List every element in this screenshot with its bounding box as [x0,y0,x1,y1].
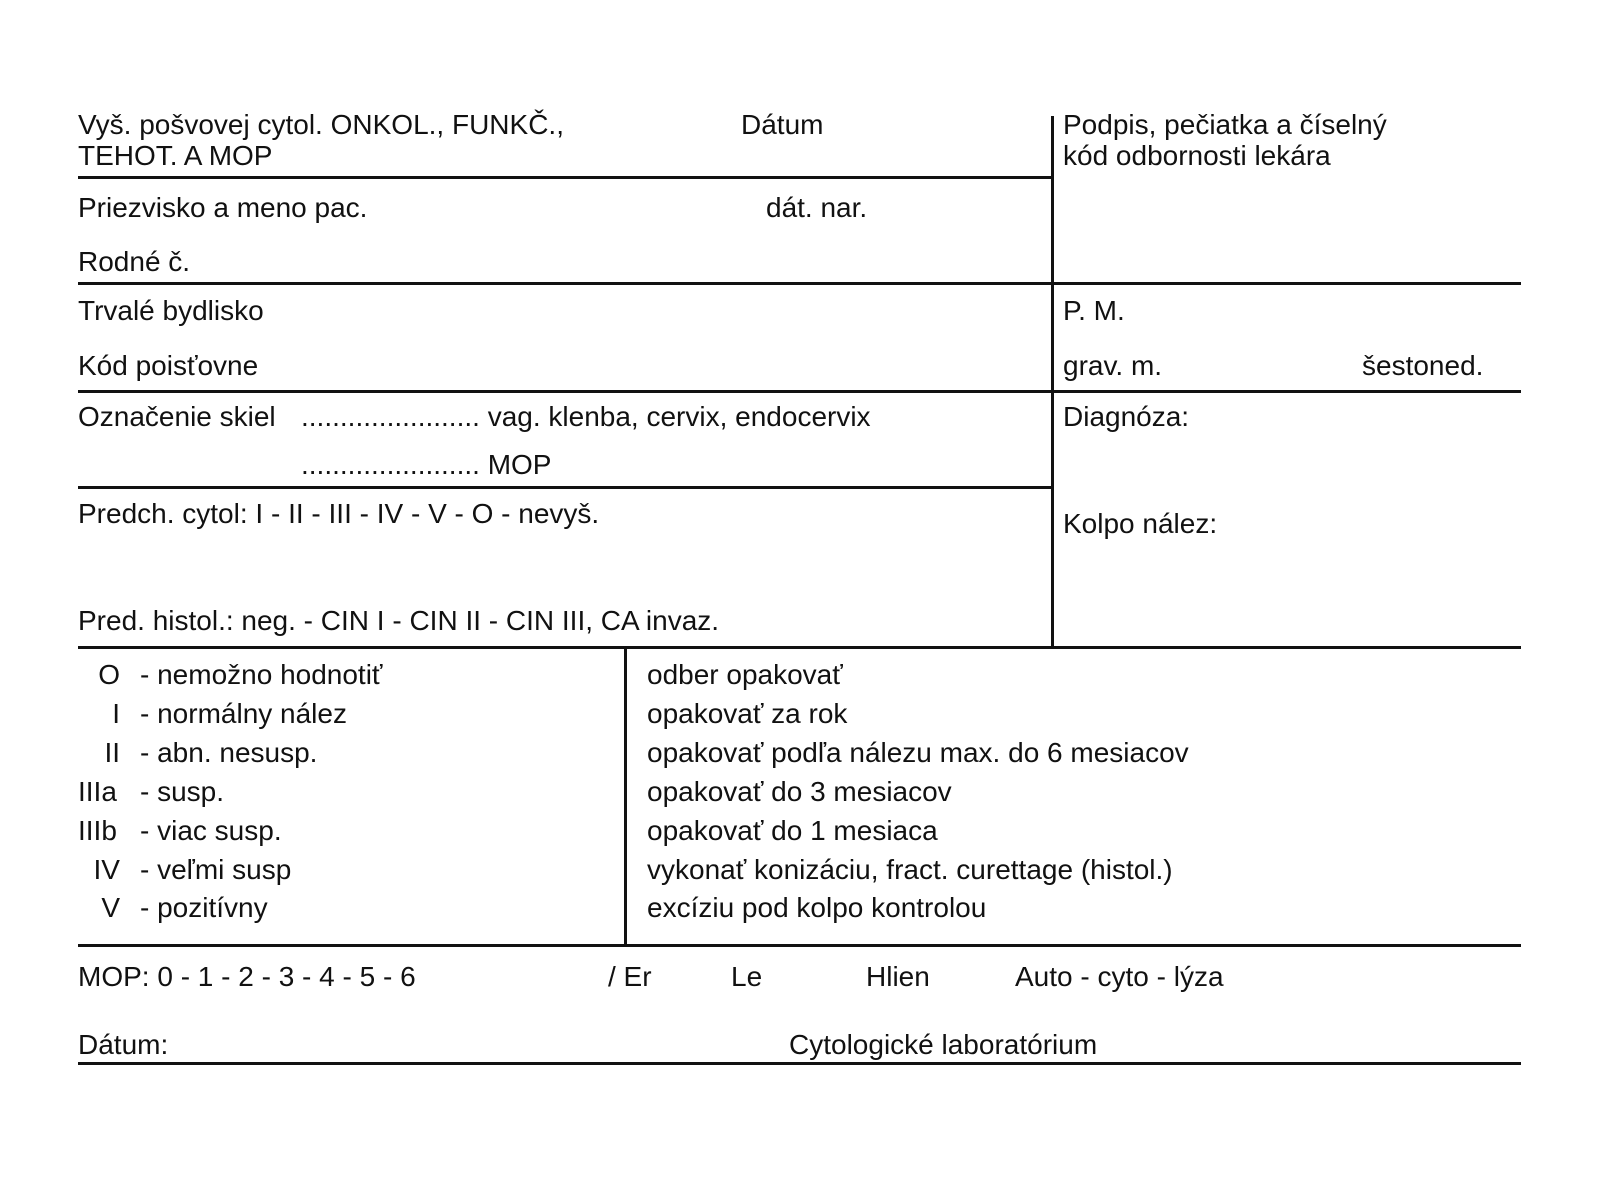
mop-scale: MOP: 0 - 1 - 2 - 3 - 4 - 5 - 6 [78,961,416,992]
rule-under-classification [78,944,1521,947]
date-label: Dátum [741,109,824,140]
class-action: opakovať podľa nálezu max. do 6 mesiacov [647,737,1189,768]
rule-under-slides [78,486,1053,489]
slides-line1: ....................... vag. klenba, cervix, endocervix [301,401,871,432]
class-description: - pozitívny [140,892,268,923]
class-description: - viac susp. [140,815,282,846]
class-action: opakovať za rok [647,698,848,729]
class-action: opakovať do 1 mesiaca [647,815,938,846]
previous-cytology: Predch. cytol: I - II - III - IV - V - O - nevyš. [78,498,600,529]
class-action: opakovať do 3 mesiacov [647,776,952,807]
patient-name-label: Priezvisko a meno pac. [78,192,368,223]
autocytolysis-label: Auto - cyto - lýza [1015,961,1224,992]
rule-under-header [78,176,1053,179]
class-action: vykonať konizáciu, fract. curettage (histol.) [647,854,1173,885]
pm-label: P. M. [1063,295,1125,326]
class-description: - susp. [140,776,225,807]
class-code: O [98,659,120,690]
divider-right-column [1051,116,1054,648]
class-code: IV [93,854,120,885]
form-title-line1: Vyš. pošvovej cytol. ONKOL., FUNKČ., [78,109,564,140]
class-description: - normálny nález [140,698,347,729]
rule-under-residence [78,390,1521,393]
signature-label-line2: kód odbornosti lekára [1063,140,1331,171]
slides-line2: ....................... MOP [301,449,552,480]
slides-label: Označenie skiel [78,401,276,432]
class-description: - nemožno hodnotiť [140,659,383,690]
erythrocytes-label: / Er [608,961,652,992]
class-code: IIIa [78,776,117,807]
week-label: šestoned. [1362,350,1484,381]
class-code: IIIb [78,815,117,846]
class-action: excíziu pod kolpo kontrolou [647,892,987,923]
class-code: II [104,737,120,768]
insurance-code-label: Kód poisťovne [78,350,259,381]
mucus-label: Hlien [866,961,930,992]
class-code: I [112,698,120,729]
birth-number-label: Rodné č. [78,246,191,277]
leukocytes-label: Le [731,961,763,992]
laboratory-label: Cytologické laboratórium [789,1029,1098,1060]
class-action: odber opakovať [647,659,843,690]
diagnosis-label: Diagnóza: [1063,401,1190,432]
rule-under-patient-name [78,282,1521,285]
residence-label: Trvalé bydlisko [78,295,264,326]
class-description: - abn. nesusp. [140,737,318,768]
divider-classification [624,646,627,946]
birthdate-label: dát. nar. [766,192,868,223]
signature-label-line1: Podpis, pečiatka a číselný [1063,109,1387,140]
class-code: V [101,892,120,923]
previous-histology: Pred. histol.: neg. - CIN I - CIN II - CIN III, CA invaz. [78,605,720,636]
rule-bottom [78,1062,1521,1065]
footer-date-label: Dátum: [78,1029,169,1060]
class-description: - veľmi susp [140,854,292,885]
form-title-line2: TEHOT. A MOP [78,140,273,171]
colposcopy-label: Kolpo nález: [1063,508,1218,539]
grav-label: grav. m. [1063,350,1163,381]
rule-under-history [78,646,1521,649]
